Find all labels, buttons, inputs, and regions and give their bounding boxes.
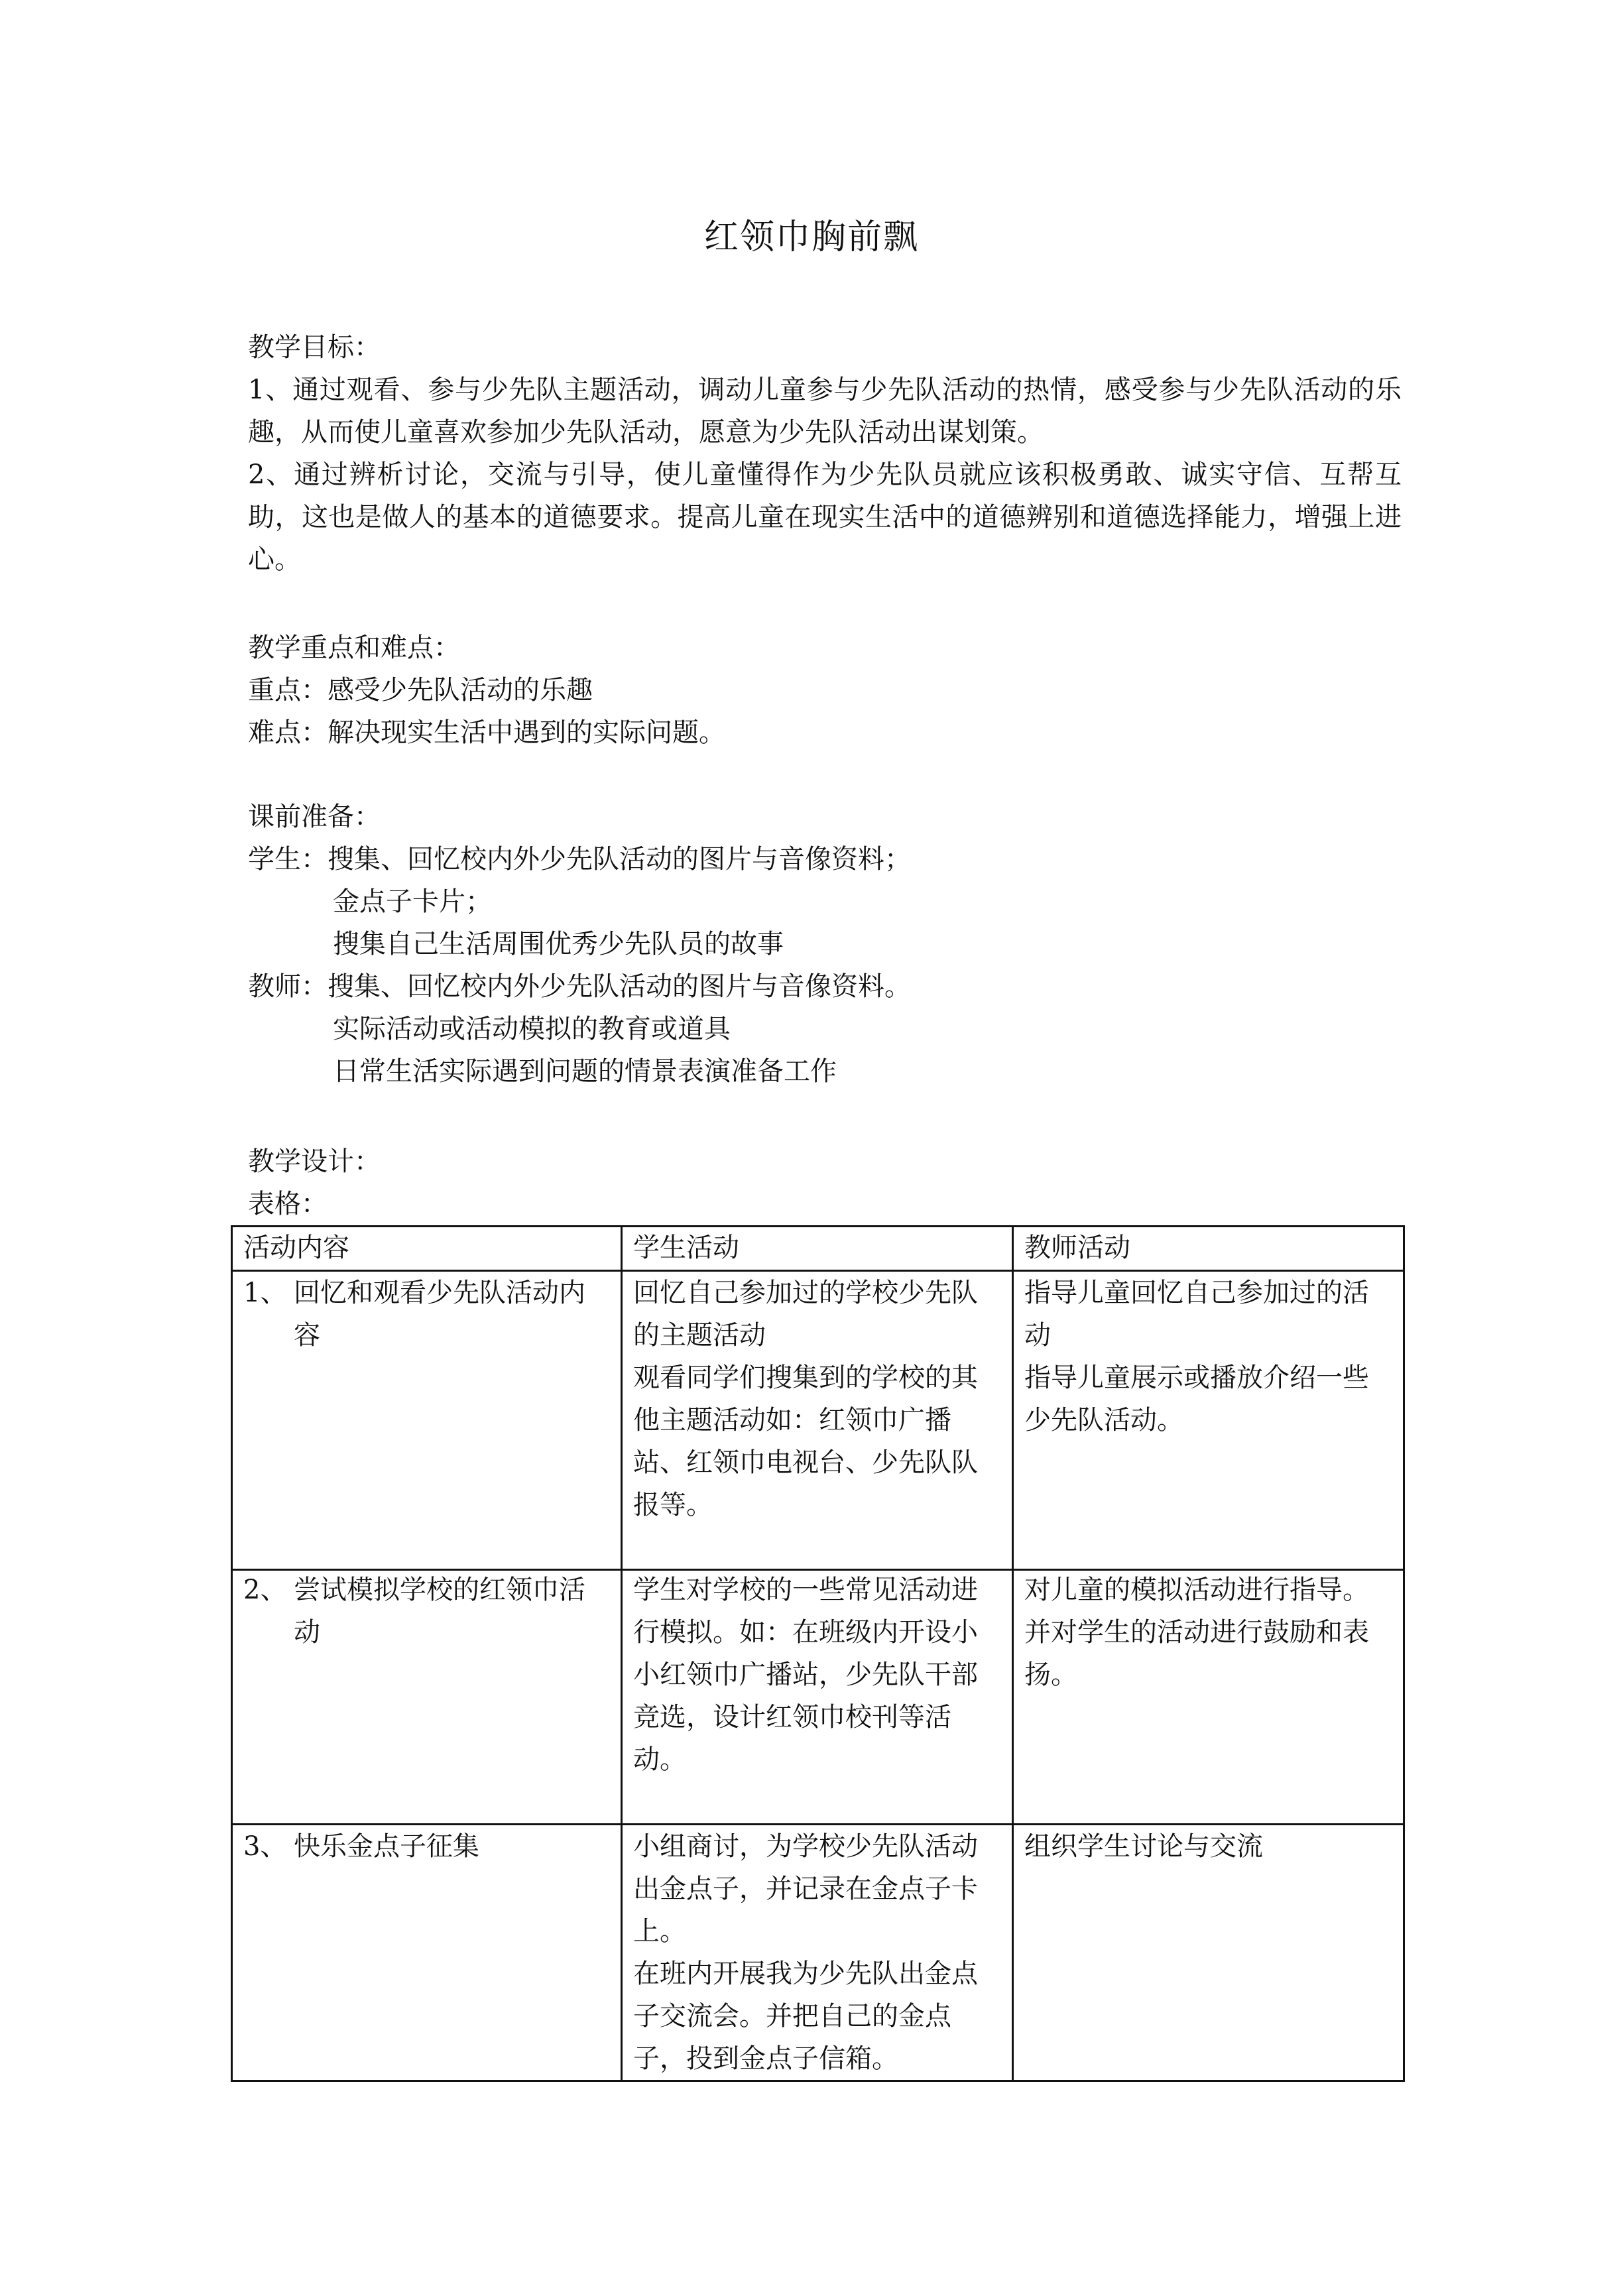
table-row <box>232 1271 1404 1570</box>
preparation-students-item: 金点子卡片； <box>333 886 492 917</box>
preparation-teacher-item: 实际活动或活动模拟的教育或道具 <box>333 1014 731 1044</box>
student-activity-text: 回忆自己参加过的学校少先队的主题活动 <box>633 1278 978 1351</box>
student-activity-text: 观看同学们搜集到的学校的其他主题活动如：红领巾广播站、红领巾电视台、少先队队报等。 <box>633 1362 978 1520</box>
teaching-design-table-continued <box>231 1569 1405 2082</box>
page-title: 红领巾胸前飘 <box>703 217 919 257</box>
student-activity-cell <box>622 1825 1013 2081</box>
key-point-difficulty: 难点：解决现实生活中遇到的实际问题。 <box>248 717 725 748</box>
column-header-student: 学生活动 <box>622 1227 1013 1271</box>
activity-cell <box>232 1271 622 1570</box>
student-activity-text: 小组商讨，为学校少先队活动出金点子，并记录在金点子卡上。 <box>633 1831 978 1947</box>
activity-name: 尝试模拟学校的红领巾活动 <box>294 1575 585 1648</box>
preparation-heading: 课前准备： <box>248 802 381 832</box>
teacher-activity-text: 指导儿童回忆自己参加过的活动 <box>1024 1278 1369 1351</box>
preparation-students: 学生：搜集、回忆校内外少先队活动的图片与音像资料； <box>248 844 911 875</box>
table-row <box>232 1569 1404 1825</box>
student-activity-text: 学生对学校的一些常见活动进行模拟。如：在班级内开设小小红领巾广播站，少先队干部竞选，设计红领巾校刊等活动。 <box>633 1575 978 1775</box>
preparation-teacher: 教师：搜集、回忆校内外少先队活动的图片与音像资料。 <box>248 971 911 1002</box>
student-activity-cell <box>622 1569 1013 1825</box>
design-heading: 教学设计： <box>248 1146 381 1177</box>
student-activity-text: 在班内开展我为少先队出金点子交流会。并把自己的金点子，投到金点子信箱。 <box>633 1959 978 2074</box>
teacher-activity-cell <box>1013 1271 1404 1570</box>
objectives-section <box>248 326 1402 581</box>
teacher-activity-cell <box>1013 1569 1404 1825</box>
activity-number: 1、 <box>243 1278 287 1308</box>
teacher-activity-text: 组织学生讨论与交流 <box>1024 1831 1263 1862</box>
activity-number: 3、 <box>243 1831 287 1862</box>
design-table-label: 表格： <box>248 1189 328 1219</box>
column-header-teacher: 教师活动 <box>1013 1227 1404 1271</box>
key-point-focus: 重点：感受少先队活动的乐趣 <box>248 675 593 705</box>
teacher-activity-text: 指导儿童展示或播放介绍一些少先队活动。 <box>1024 1362 1369 1435</box>
student-activity-cell <box>622 1271 1013 1570</box>
objective-item: 2、通过辨析讨论，交流与引导，使儿童懂得作为少先队员就应该积极勇敢、诚实守信、互帮互助，这也是做人的基本的道德要求。提高儿童在现实生活中的道德辨别和道德选择能力，增强上进心。 <box>248 459 1402 575</box>
objectives-heading: 教学目标： <box>248 332 381 363</box>
activity-name: 回忆和观看少先队活动内容 <box>294 1278 585 1351</box>
teaching-design-table <box>231 1225 1405 1571</box>
design-section <box>248 1140 1402 1225</box>
table-header-row <box>232 1227 1404 1271</box>
activity-number: 2、 <box>243 1575 287 1605</box>
table-row <box>232 1825 1404 2081</box>
activity-cell <box>232 1825 622 2081</box>
preparation-teacher-item: 日常生活实际遇到问题的情景表演准备工作 <box>333 1056 837 1087</box>
teacher-activity-cell <box>1013 1825 1404 2081</box>
objective-item: 1、通过观看、参与少先队主题活动，调动儿童参与少先队活动的热情，感受参与少先队活动的乐趣，从而使儿童喜欢参加少先队活动，愿意为少先队活动出谋划策。 <box>248 375 1402 448</box>
preparation-students-item: 搜集自己生活周围优秀少先队员的故事 <box>333 929 784 959</box>
activity-name: 快乐金点子征集 <box>294 1831 479 1862</box>
key-points-heading: 教学重点和难点： <box>248 633 460 663</box>
teacher-activity-text: 对儿童的模拟活动进行指导。并对学生的活动进行鼓励和表扬。 <box>1024 1575 1369 1690</box>
activity-cell <box>232 1569 622 1825</box>
preparation-section <box>248 796 1402 1093</box>
key-points-section <box>248 627 1402 754</box>
column-header-activity: 活动内容 <box>232 1227 622 1271</box>
